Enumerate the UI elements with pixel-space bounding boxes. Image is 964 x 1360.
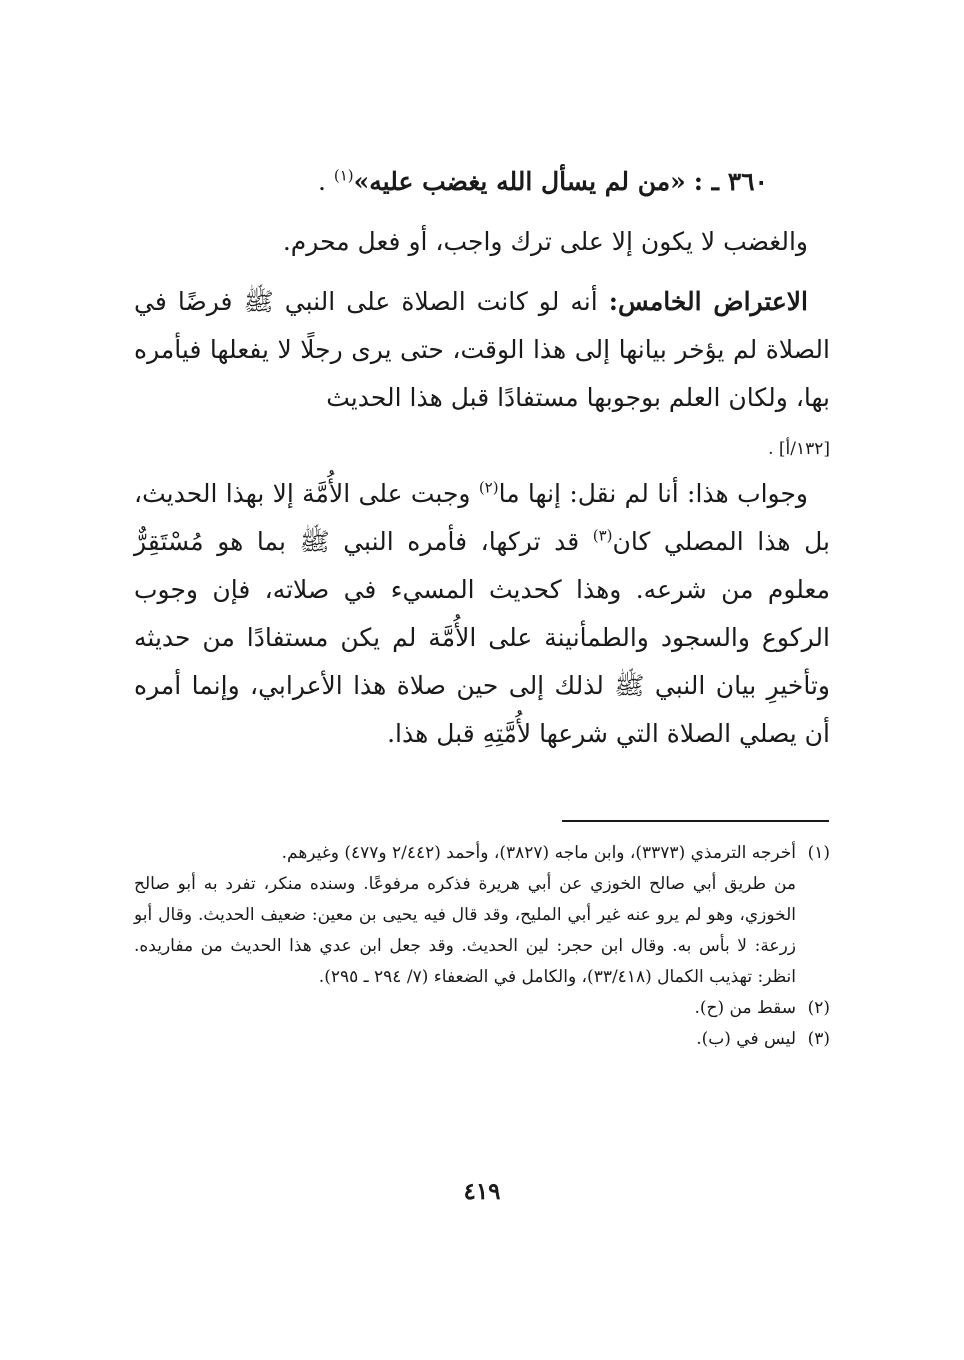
answer-text-2: وجبت على الأُمَّة إلا بهذا الحديث، بل هذا المصلي كان [134,479,830,556]
footnote-ref-1: (١) [333,166,354,185]
footnote-text: ليس في (ب). [696,1029,796,1049]
objection-heading: الاعتراض الخامس: [608,287,808,316]
footnote-number: (١) [807,843,830,863]
footnotes [134,838,830,1055]
objection-text: أنه لو كانت الصلاة على النبي ﷺ فرضًا في الصلاة لم يؤخر بيانها إلى هذا الوقت، حتى يرى رجلًا لا يفعلها فيأمره بها، ولكان العلم بوجوبها مستفادًا قبل هذا الحديث [134,287,830,412]
answer-text-3: قد تركها، فأمره النبي ﷺ بما هو مُسْتَقِرٌّ معلوم من شرعه. وهذا كحديث المسيء في صلاته، فإن وجوب الركوع والسجود والطمأنينة على الأُمَّة لم يكن مستفادًا من حديثه وتأخيرِ بيان النبي ﷺ لذلك إلى حين صلاة هذا الأعرابي، وإنما أمره أن يصلي الصلاة التي شرعها لأُمَّتِهِ قبل هذا. [134,527,830,748]
answer-text-1: وجواب هذا: أنا لم نقل: إنها ما [498,479,808,508]
footnote-text: أخرجه الترمذي (٣٣٧٣)، وابن ماجه (٣٨٢٧)، وأحمد (٢/٤٤٢ و٤٧٧) وغيرهم. [281,843,796,863]
footnote-ref-2: (٢) [478,478,499,497]
footnote-ref-3: (٣) [592,526,613,545]
hadith-tail: . [317,167,334,196]
hadith-number: ٣٦٠ ـ : [693,167,768,196]
objection-paragraph [134,278,830,473]
footnote-text: سقط من (ح). [694,998,796,1018]
anger-sentence-text: والغضب لا يكون إلا على ترك واجب، أو فعل محرم. [282,227,808,256]
footnote-1 [134,838,830,869]
footnote-number: (٣) [807,1029,830,1049]
footnote-number: (٢) [807,998,830,1018]
footnote-2 [134,993,830,1024]
footnote-separator [562,820,829,822]
answer-paragraph [134,470,830,758]
page-number: ٤١٩ [463,1178,501,1205]
anger-sentence [134,218,830,266]
manuscript-marker: [١٣٢/أ] . [768,439,830,459]
hadith-line [134,158,830,206]
hadith-text: «من لم يسأل الله يغضب عليه» [353,167,686,196]
footnote-3 [134,1024,830,1055]
footnote-1-continuation: من طريق أبي صالح الخوزي عن أبي هريرة فذكره مرفوعًا. وسنده منكر، تفرد به أبو صالح الخوزي، وهو لم يرو عنه غير أبي المليح، وقد قال فيه يحيى بن معين: ضعيف الحديث. وقال أبو زرعة: لا بأس به. وقال ابن حجر: لين الحديث. وقد جعل ابن عدي هذا الحديث من مفاريده. انظر: تهذيب الكمال (٣٣/٤١٨)، والكامل في الضعفاء (٧/ ٢٩٤ ـ ٢٩٥). [134,874,796,987]
